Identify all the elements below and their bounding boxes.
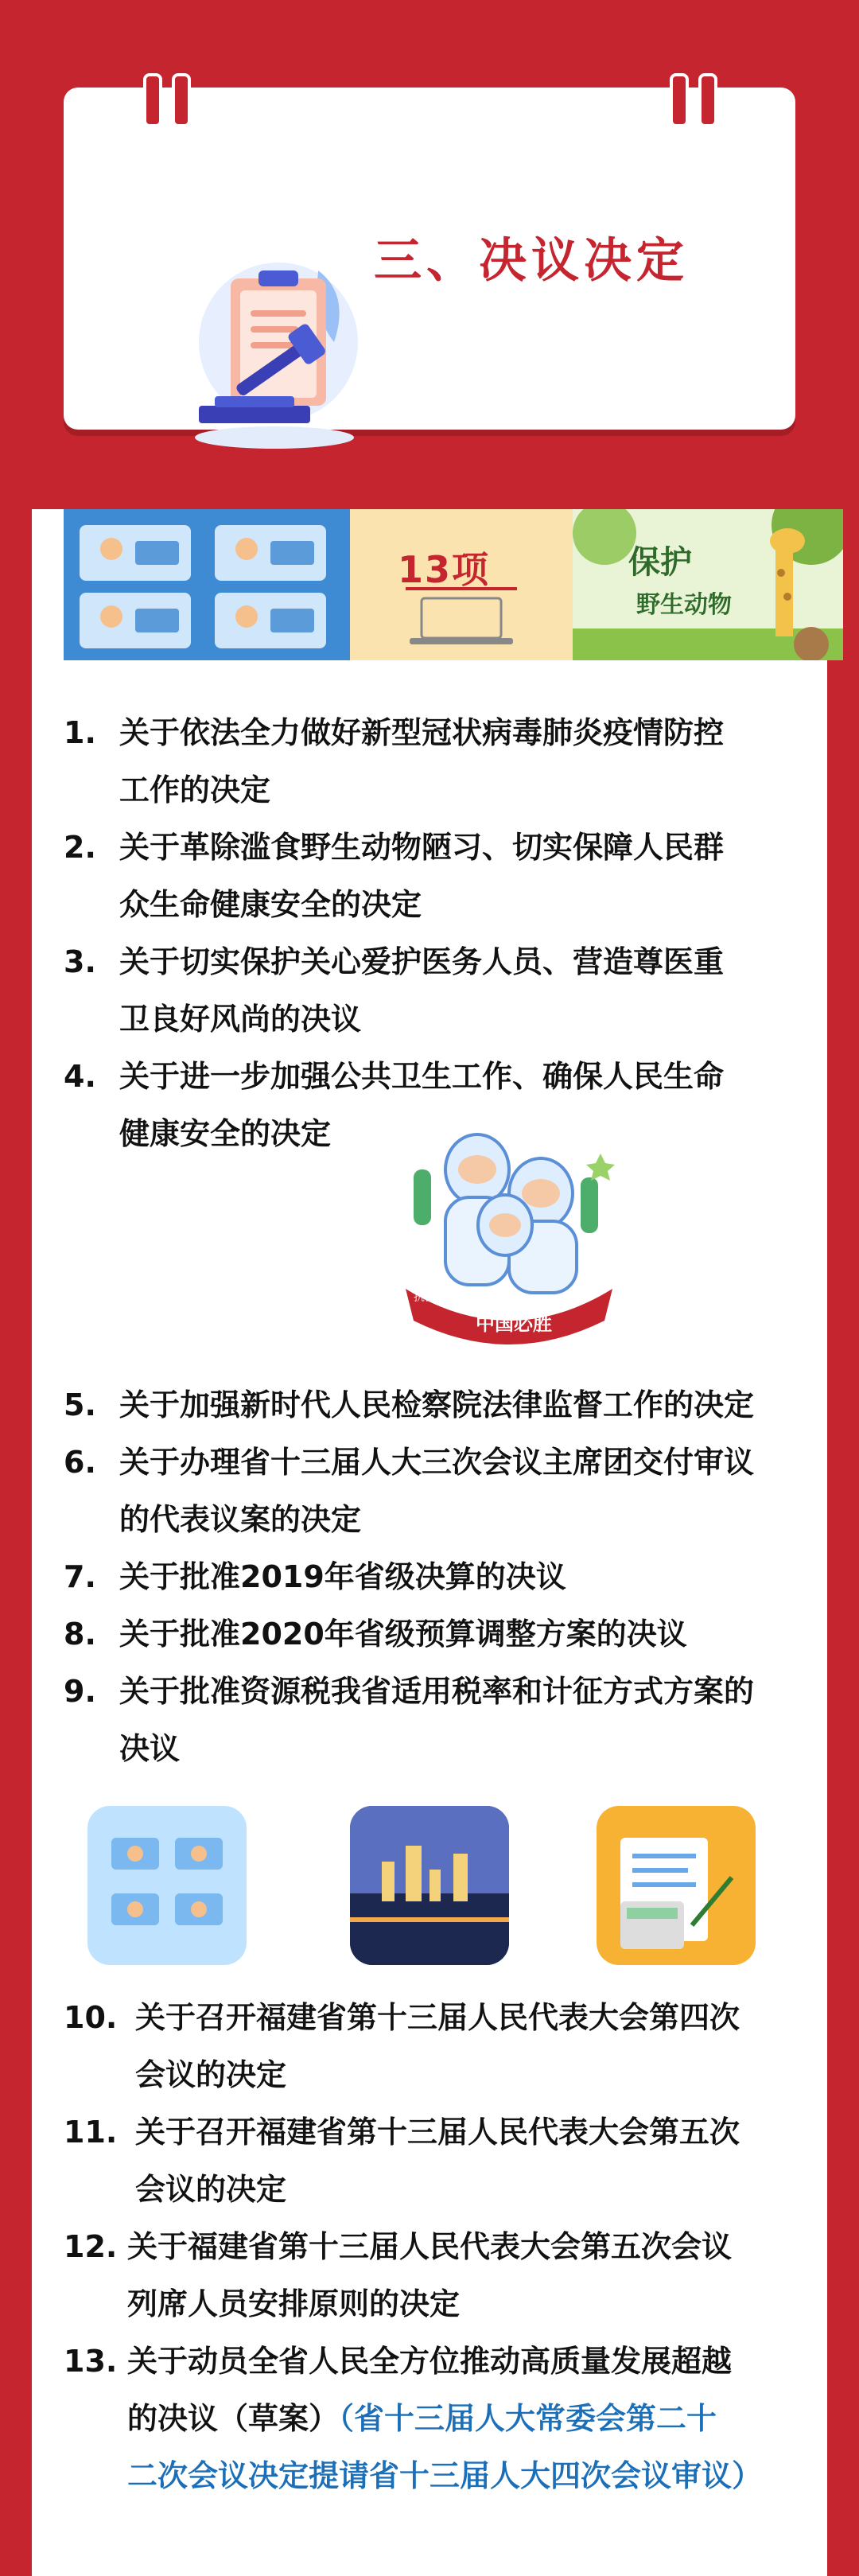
list-item bbox=[64, 1548, 827, 1605]
item-number: 10. bbox=[64, 2000, 118, 2035]
wildlife-banner bbox=[573, 509, 843, 660]
item-text: 健康安全的决定 bbox=[119, 1116, 332, 1151]
item-number: 12. bbox=[64, 2229, 118, 2264]
item-text: 的决议（草案） bbox=[127, 2401, 340, 2436]
resolution-list-c bbox=[64, 1989, 827, 2504]
item-text: 会议的决定 bbox=[135, 2172, 287, 2207]
item-text: 关于批准2019年省级决算的决议 bbox=[119, 1559, 566, 1594]
medical-workers-illustration bbox=[382, 1122, 636, 1360]
binder-ring bbox=[670, 73, 689, 127]
list-item bbox=[64, 1989, 827, 2103]
ribbon-text: 抗击疫情 bbox=[414, 1291, 458, 1304]
stamp-text: 中国必胜 bbox=[476, 1313, 552, 1335]
item-number: 7. bbox=[64, 1559, 96, 1594]
item-number: 11. bbox=[64, 2115, 118, 2150]
wildlife-title-top: 保护 bbox=[628, 544, 692, 581]
binder-ring bbox=[172, 73, 191, 127]
item-text: 关于批准资源税我省适用税率和计征方式方案的 bbox=[119, 1674, 755, 1709]
item-text: 卫良好风尚的决议 bbox=[119, 1002, 362, 1037]
item-number: 4. bbox=[64, 1059, 96, 1094]
header-card bbox=[64, 88, 795, 430]
item-text: 关于加强新时代人民检察院法律监督工作的决定 bbox=[119, 1387, 755, 1422]
item-number: 2. bbox=[64, 830, 96, 865]
list-item bbox=[64, 1663, 827, 1777]
item-number: 6. bbox=[64, 1445, 96, 1480]
item-text: 会议的决定 bbox=[135, 2057, 287, 2092]
item-text: 列席人员安排原则的决定 bbox=[127, 2286, 461, 2321]
item-text: 关于办理省十三届人大三次会议主席团交付审议 bbox=[119, 1445, 755, 1480]
item-note: （省十三届人大常委会第二十 bbox=[339, 2401, 717, 2436]
binder-ring bbox=[143, 73, 162, 127]
section-title: 三、决议决定 bbox=[374, 233, 689, 289]
list-item bbox=[64, 1434, 827, 1548]
item-number: 8. bbox=[64, 1617, 96, 1652]
item-number: 3. bbox=[64, 944, 96, 979]
resolution-list-b bbox=[64, 1376, 827, 1777]
office-illustration bbox=[64, 509, 350, 660]
binder-ring bbox=[698, 73, 717, 127]
gavel-clipboard-icon bbox=[183, 247, 366, 453]
list-item bbox=[64, 704, 827, 819]
item-note: 二次会议决定提请省十三届人大四次会议审议） bbox=[127, 2458, 763, 2493]
network-office-icon bbox=[87, 1806, 247, 1965]
item-text: 关于福建省第十三届人民代表大会第五次会议 bbox=[127, 2229, 733, 2264]
count-panel bbox=[350, 509, 573, 660]
list-item bbox=[64, 819, 827, 933]
item-text: 关于召开福建省第十三届人民代表大会第四次 bbox=[135, 2000, 740, 2035]
item-number: 13. bbox=[64, 2344, 118, 2379]
resolution-list-a bbox=[64, 704, 827, 1162]
item-text: 工作的决定 bbox=[119, 772, 271, 807]
wildlife-title-bottom: 野生动物 bbox=[636, 591, 732, 619]
list-item bbox=[64, 2218, 827, 2333]
item-text: 关于动员全省人民全方位推动高质量发展超越 bbox=[127, 2344, 733, 2379]
city-night-icon bbox=[350, 1806, 509, 1965]
item-number: 9. bbox=[64, 1674, 96, 1709]
item-text: 关于切实保护关心爱护医务人员、营造尊医重 bbox=[119, 944, 725, 979]
count-label: 13项 bbox=[398, 548, 491, 591]
item-text: 关于批准2020年省级预算调整方案的决议 bbox=[119, 1617, 687, 1652]
list-item bbox=[64, 1605, 827, 1663]
item-number: 1. bbox=[64, 715, 96, 750]
item-text: 决议 bbox=[119, 1731, 181, 1766]
calculator-document-icon bbox=[597, 1806, 756, 1965]
laptop-icon bbox=[350, 509, 573, 660]
list-item bbox=[64, 2333, 827, 2504]
item-text: 关于革除滥食野生动物陋习、切实保障人民群 bbox=[119, 830, 725, 865]
content-panel bbox=[32, 509, 827, 2576]
item-text: 众生命健康安全的决定 bbox=[119, 887, 422, 922]
item-text: 的代表议案的决定 bbox=[119, 1502, 362, 1537]
item-text: 关于召开福建省第十三届人民代表大会第五次 bbox=[135, 2115, 740, 2150]
item-number: 5. bbox=[64, 1387, 96, 1422]
list-item bbox=[64, 2103, 827, 2218]
item-text: 关于依法全力做好新型冠状病毒肺炎疫情防控 bbox=[119, 715, 725, 750]
item-text: 关于进一步加强公共卫生工作、确保人民生命 bbox=[119, 1059, 725, 1094]
banner bbox=[64, 509, 843, 660]
list-item bbox=[64, 933, 827, 1048]
list-item bbox=[64, 1376, 827, 1434]
